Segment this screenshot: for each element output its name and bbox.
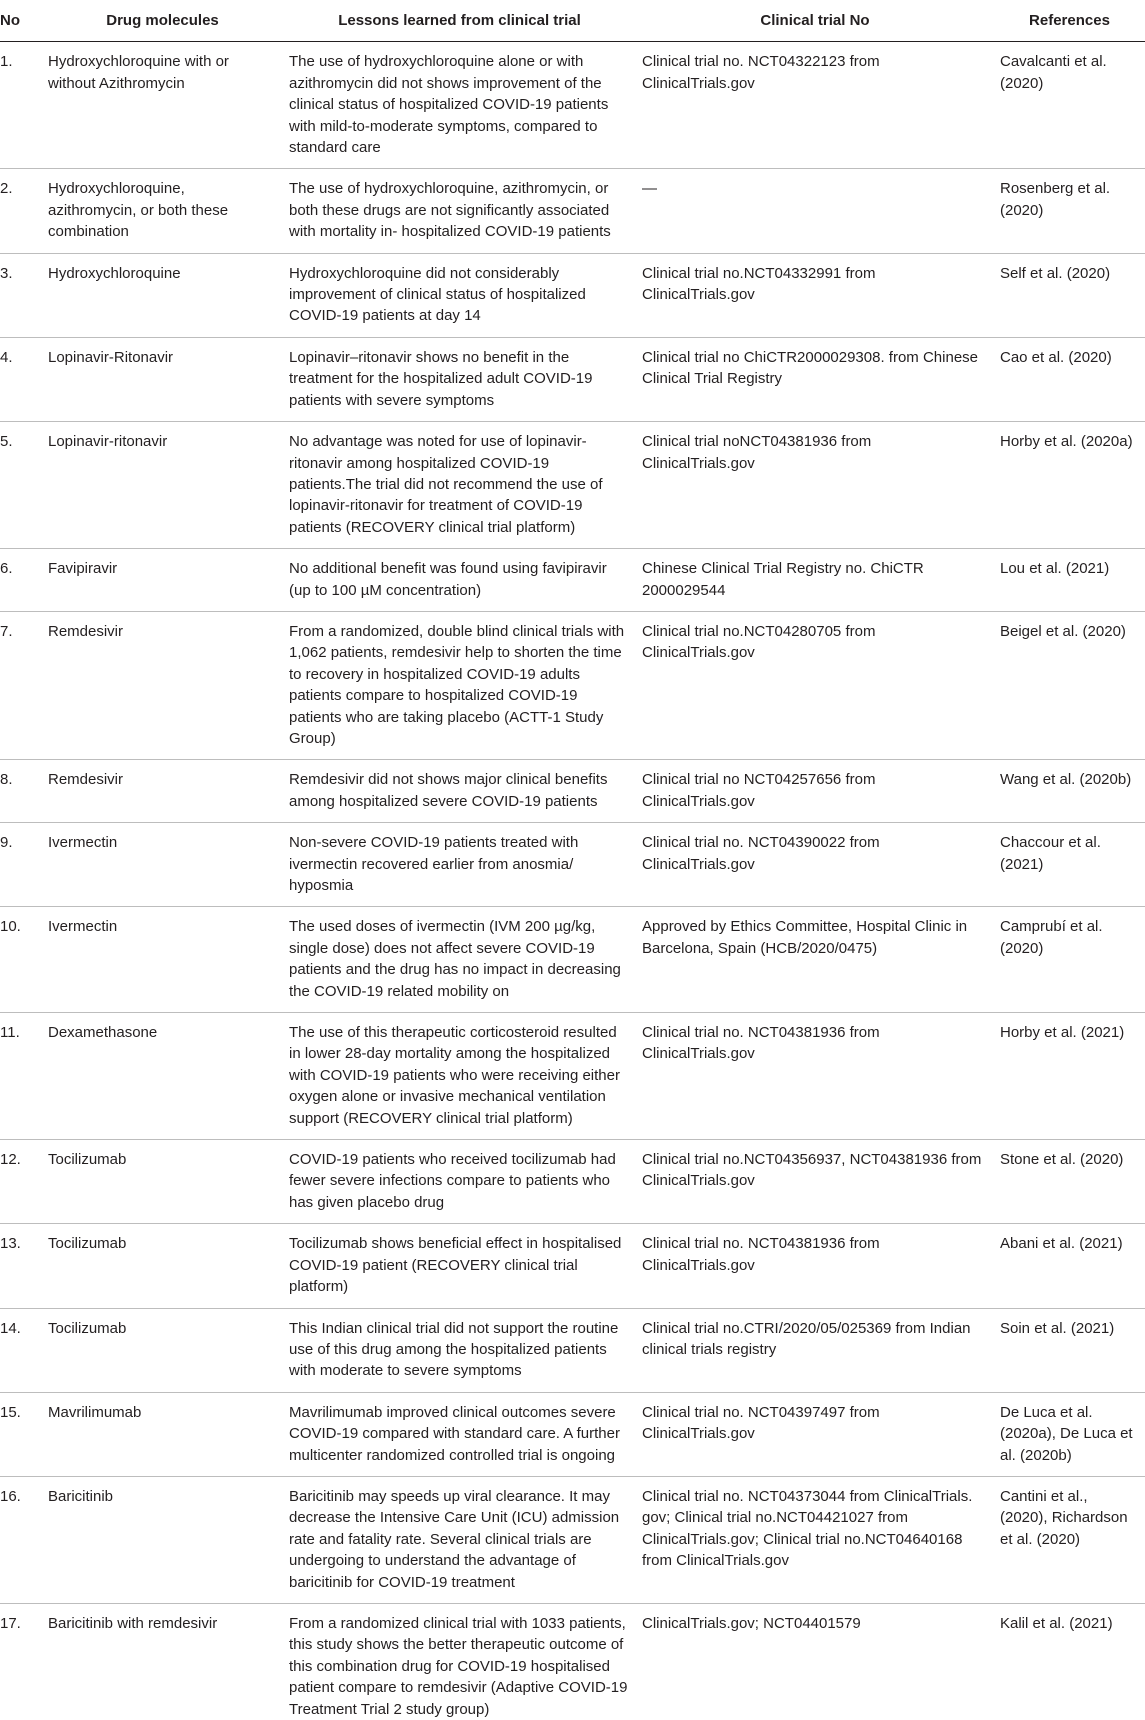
cell-lesson-learned: The use of hydroxychloroquine alone or with azithromycin did not shows improvement of the clinical status of hospitalized COVID-19 patients with mild-to-moderate symptoms, compared to standard care (283, 42, 636, 169)
cell-lesson-learned: This Indian clinical trial did not support the routine use of this drug among the hospitalized patients with moderate to severe symptoms (283, 1308, 636, 1392)
cell-clinical-trial-no: Clinical trial noNCT04381936 from ClinicalTrials.gov (636, 422, 994, 549)
cell-clinical-trial-no: Clinical trial no. NCT04397497 from ClinicalTrials.gov (636, 1392, 994, 1476)
cell-clinical-trial-no: Clinical trial no. NCT04390022 from ClinicalTrials.gov (636, 823, 994, 907)
cell-no: 7. (0, 611, 42, 759)
cell-drug-molecule: Hydroxychloroquine, azithromycin, or both these combination (42, 169, 283, 253)
cell-lesson-learned: From a randomized clinical trial with 1033 patients, this study shows the better therapeutic outcome of this combination drug for COVID-19 hospitalised patient compare to remdesivir (Adaptive COVID-19 Treatment Trial 2 study group) (289, 1614, 628, 1718)
cell-reference: Kalil et al. (2021) (1000, 1614, 1113, 1632)
cell-drug-molecule: Mavrilimumab (42, 1392, 283, 1476)
cell-drug-molecule: Tocilizumab (42, 1224, 283, 1308)
cell-drug-molecule: Remdesivir (42, 760, 283, 823)
cell-clinical-trial-no: Clinical trial no NCT04257656 from ClinicalTrials.gov (636, 760, 994, 823)
table-row (0, 1224, 1145, 1308)
table-row (0, 1476, 1145, 1603)
cell-reference: De Luca et al. (2020a), De Luca et al. (2020b) (994, 1392, 1145, 1476)
cell-drug-molecule: Tocilizumab (42, 1308, 283, 1392)
cell-drug-molecule: Baricitinib with remdesivir (48, 1614, 218, 1632)
table-header (0, 0, 1145, 42)
header-row (0, 0, 1145, 42)
cell-lesson-learned: No advantage was noted for use of lopinavir-ritonavir among hospitalized COVID-19 patients.The trial did not recommend the use of lopinavir-ritonavir for treatment of COVID-19 patients (RECOVERY clinical trial platform) (283, 422, 636, 549)
cell-no: 1. (0, 42, 42, 169)
cell-reference: Rosenberg et al. (2020) (994, 169, 1145, 253)
cell-lesson-learned: Non-severe COVID-19 patients treated with ivermectin recovered earlier from anosmia/ hyposmia (283, 823, 636, 907)
cell-reference: Camprubí et al. (2020) (994, 907, 1145, 1013)
cell-no: 2. (0, 169, 42, 253)
header-clinical-trial-no: Clinical trial No (636, 0, 994, 42)
cell-drug-molecule: Ivermectin (42, 823, 283, 907)
cell-drug-molecule: Favipiravir (42, 549, 283, 612)
cell-no: 17. (0, 1614, 21, 1632)
cell-no: 12. (0, 1140, 42, 1224)
header-references: References (994, 0, 1145, 42)
cell-reference: Soin et al. (2021) (994, 1308, 1145, 1392)
cell-lesson-learned: The use of this therapeutic corticosteroid resulted in lower 28-day mortality among the hospitalized with COVID-19 patients who were receiving either oxygen alone or invasive mechanical ventilation support (RECOVERY clinical trial platform) (283, 1013, 636, 1140)
table-row (0, 1603, 1145, 1720)
cell-lesson-learned: From a randomized, double blind clinical trials with 1,062 patients, remdesivir help to shorten the time to recovery in hospitalized COVID-19 adults patients compare to hospitalized COVID-19 patients who are taking placebo (ACTT-1 Study Group) (283, 611, 636, 759)
cell-drug-molecule: Tocilizumab (42, 1140, 283, 1224)
cell-drug-molecule: Lopinavir-Ritonavir (42, 337, 283, 421)
cell-drug-molecule: Baricitinib (42, 1476, 283, 1603)
cell-clinical-trial-no: Clinical trial no. NCT04381936 from ClinicalTrials.gov (636, 1013, 994, 1140)
cell-no: 8. (0, 760, 42, 823)
header-no: No (0, 0, 42, 42)
table-row (0, 422, 1145, 549)
cell-lesson-learned: Hydroxychloroquine did not considerably improvement of clinical status of hospitalized COVID-19 patients at day 14 (283, 253, 636, 337)
cell-reference: Horby et al. (2021) (994, 1013, 1145, 1140)
cell-lesson-learned: COVID-19 patients who received tocilizumab had fewer severe infections compare to patients who has given placebo drug (283, 1140, 636, 1224)
table-row (0, 823, 1145, 907)
table-row (0, 611, 1145, 759)
cell-clinical-trial-no: Clinical trial no.NCT04280705 from ClinicalTrials.gov (636, 611, 994, 759)
cell-drug-molecule: Hydroxychloroquine with or without Azithromycin (42, 42, 283, 169)
cell-reference: Chaccour et al. (2021) (994, 823, 1145, 907)
cell-drug-molecule: Dexamethasone (42, 1013, 283, 1140)
cell-clinical-trial-no: Chinese Clinical Trial Registry no. ChiCTR 2000029544 (636, 549, 994, 612)
cell-lesson-learned: Lopinavir–ritonavir shows no benefit in the treatment for the hospitalized adult COVID-19 patients with severe symptoms (283, 337, 636, 421)
cell-no: 15. (0, 1392, 42, 1476)
cell-reference: Lou et al. (2021) (994, 549, 1145, 612)
cell-lesson-learned: The use of hydroxychloroquine, azithromycin, or both these drugs are not significantly associated with mortality in- hospitalized COVID-19 patients (283, 169, 636, 253)
cell-no: 14. (0, 1308, 42, 1392)
table-row (0, 42, 1145, 169)
table-body (0, 42, 1145, 1720)
cell-reference: Self et al. (2020) (994, 253, 1145, 337)
cell-no: 5. (0, 422, 42, 549)
cell-reference: Horby et al. (2020a) (994, 422, 1145, 549)
table-row (0, 1013, 1145, 1140)
cell-clinical-trial-no: ClinicalTrials.gov; NCT04401579 (642, 1614, 861, 1632)
cell-reference: Cantini et al., (2020), Richardson et al. (2020) (994, 1476, 1145, 1603)
header-lessons-learned: Lessons learned from clinical trial (283, 0, 636, 42)
cell-clinical-trial-no: Clinical trial no. NCT04322123 from ClinicalTrials.gov (636, 42, 994, 169)
cell-lesson-learned: Remdesivir did not shows major clinical benefits among hospitalized severe COVID-19 patients (283, 760, 636, 823)
cell-lesson-learned: No additional benefit was found using favipiravir (up to 100 µM concentration) (283, 549, 636, 612)
cell-reference: Beigel et al. (2020) (994, 611, 1145, 759)
cell-lesson-learned: Baricitinib may speeds up viral clearance. It may decrease the Intensive Care Unit (ICU) admission rate and fatality rate. Several clinical trials are undergoing to understand the advantage of baricitinib for COVID-19 treatment (283, 1476, 636, 1603)
cell-clinical-trial-no: Clinical trial no. NCT04381936 from ClinicalTrials.gov (636, 1224, 994, 1308)
cell-reference: Wang et al. (2020b) (994, 760, 1145, 823)
cell-drug-molecule: Lopinavir-ritonavir (42, 422, 283, 549)
cell-clinical-trial-no: Clinical trial no ChiCTR2000029308. from Chinese Clinical Trial Registry (636, 337, 994, 421)
cell-no: 3. (0, 253, 42, 337)
cell-clinical-trial-no: — (636, 169, 994, 253)
cell-reference: Abani et al. (2021) (994, 1224, 1145, 1308)
cell-clinical-trial-no: Clinical trial no. NCT04373044 from ClinicalTrials. gov; Clinical trial no.NCT04421027 from ClinicalTrials.gov; Clinical trial no.NCT04640168 from ClinicalTrials.gov (636, 1476, 994, 1603)
table-row (0, 337, 1145, 421)
cell-no: 16. (0, 1476, 42, 1603)
cell-drug-molecule: Ivermectin (42, 907, 283, 1013)
table-row (0, 907, 1145, 1013)
cell-no: 4. (0, 337, 42, 421)
cell-no: 6. (0, 549, 42, 612)
cell-no: 11. (0, 1013, 42, 1140)
table-row (0, 760, 1145, 823)
cell-clinical-trial-no: Clinical trial no.NCT04332991 from ClinicalTrials.gov (636, 253, 994, 337)
table-row (0, 253, 1145, 337)
cell-no: 9. (0, 823, 42, 907)
cell-no: 10. (0, 907, 42, 1013)
table-row (0, 1308, 1145, 1392)
cell-clinical-trial-no: Clinical trial no.NCT04356937, NCT04381936 from ClinicalTrials.gov (636, 1140, 994, 1224)
table-row (0, 1392, 1145, 1476)
header-drug-molecules: Drug molecules (42, 0, 283, 42)
table-row (0, 549, 1145, 612)
cell-drug-molecule: Hydroxychloroquine (42, 253, 283, 337)
table-row (0, 169, 1145, 253)
cell-lesson-learned: Mavrilimumab improved clinical outcomes severe COVID-19 compared with standard care. A further multicenter randomized controlled trial is ongoing (283, 1392, 636, 1476)
table-row (0, 1140, 1145, 1224)
cell-lesson-learned: The used doses of ivermectin (IVM 200 µg/kg, single dose) does not affect severe COVID-19 patients and the drug has no impact in decreasing the COVID-19 related mobility on (283, 907, 636, 1013)
cell-no: 13. (0, 1224, 42, 1308)
cell-reference: Stone et al. (2020) (994, 1140, 1145, 1224)
cell-lesson-learned: Tocilizumab shows beneficial effect in hospitalised COVID-19 patient (RECOVERY clinical trial platform) (283, 1224, 636, 1308)
cell-drug-molecule: Remdesivir (42, 611, 283, 759)
cell-clinical-trial-no: Approved by Ethics Committee, Hospital Clinic in Barcelona, Spain (HCB/2020/0475) (636, 907, 994, 1013)
cell-reference: Cao et al. (2020) (994, 337, 1145, 421)
cell-reference: Cavalcanti et al. (2020) (994, 42, 1145, 169)
cell-clinical-trial-no: Clinical trial no.CTRI/2020/05/025369 from Indian clinical trials registry (636, 1308, 994, 1392)
